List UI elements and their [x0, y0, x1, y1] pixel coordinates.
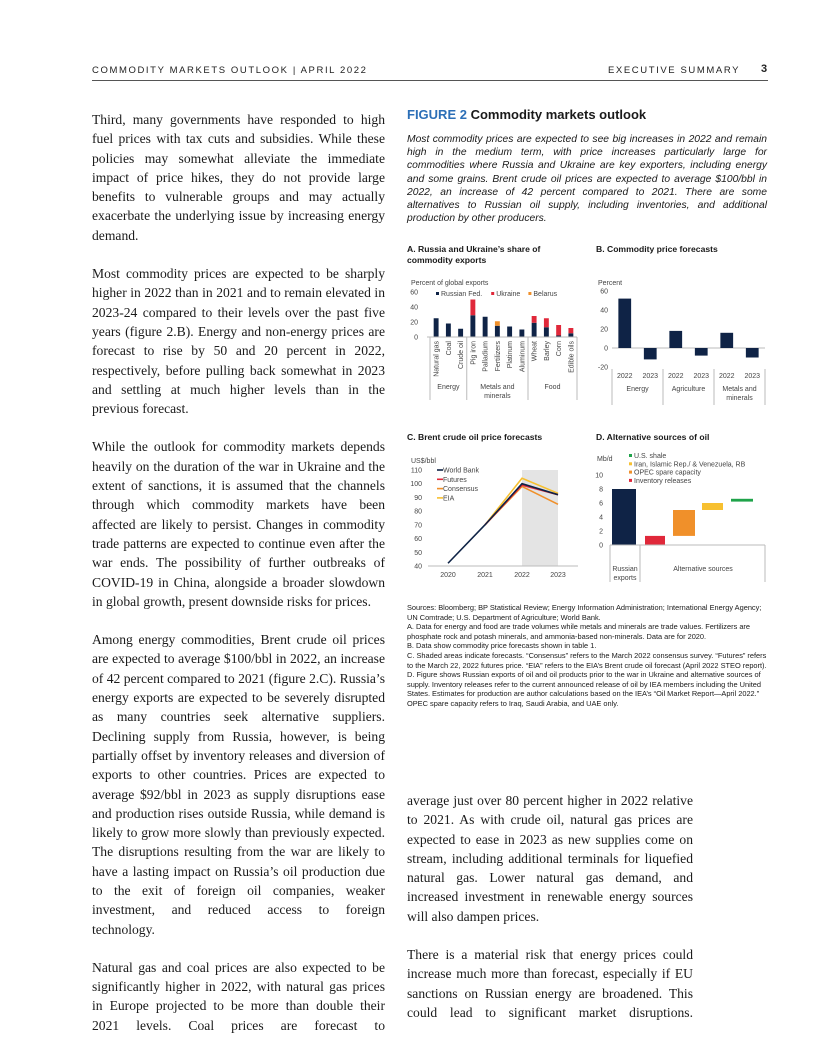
legend-label: Consensus — [443, 486, 479, 494]
bar-ukraine — [470, 300, 475, 316]
bar — [746, 348, 759, 358]
x-tick-label: Corn — [556, 341, 564, 357]
y-tick-label: 20 — [600, 326, 608, 334]
legend-swatch — [629, 479, 632, 482]
figure-title-text: Commodity markets outlook — [470, 107, 647, 122]
bar-russian-fed- — [495, 326, 500, 337]
running-header-left: COMMODITY MARKETS OUTLOOK | APRIL 2022 — [92, 65, 368, 76]
x-tick-label: 2022 — [667, 373, 684, 380]
legend-swatch — [629, 471, 632, 474]
bar-russian-fed- — [519, 330, 524, 338]
bar — [720, 333, 733, 348]
panel-c-title: C. Brent crude oil price forecasts — [407, 432, 543, 442]
bar — [644, 348, 657, 359]
note-b: B. Data show commodity price forecasts shown in table 1. — [407, 641, 597, 651]
y-tick-label: 0 — [604, 345, 608, 353]
legend-label: Futures — [443, 476, 467, 484]
y-tick-label: 110 — [410, 467, 422, 475]
y-tick-label: 20 — [410, 319, 418, 327]
y-tick-label: 2 — [599, 528, 603, 536]
group-label: Energy — [626, 386, 649, 393]
y-tick-label: 60 — [410, 289, 418, 297]
forecast-shading — [522, 470, 558, 566]
page-number: 3 — [761, 63, 769, 75]
x-tick-label: Wheat — [531, 341, 539, 362]
legend-label: Russian Fed. — [441, 291, 483, 298]
panel-b-title: B. Commodity price forecasts — [596, 244, 718, 254]
y-axis-label: Percent — [598, 280, 623, 287]
legend-swatch — [491, 292, 494, 295]
x-tick-label: 2020 — [440, 572, 456, 579]
paragraph: Natural gas and coal prices are also expected to be significantly higher in 2022, with natural gas prices in Europe projected to be more than double their 2021 levels. Coal prices are forecast to — [92, 959, 385, 1033]
bar-russian-fed- — [568, 333, 573, 337]
bar-ukraine — [568, 328, 573, 333]
bar-russian-fed- — [458, 329, 463, 337]
bar-russian-fed- — [470, 315, 475, 337]
y-tick-label: 10 — [595, 472, 603, 480]
x-tick-label: Crude oil — [458, 341, 466, 370]
bar-russian-fed- — [434, 318, 439, 337]
group-label: Agriculture — [671, 386, 706, 393]
group-label: Food — [544, 384, 561, 391]
legend-label: Belarus — [533, 291, 558, 298]
bar-inventory-releases — [645, 536, 665, 545]
legend-label: Inventory releases — [634, 477, 692, 485]
bar-russian-exports — [612, 489, 636, 545]
legend-label: EIA — [443, 495, 455, 503]
bar — [669, 331, 682, 348]
legend-label: U.S. shale — [634, 453, 667, 460]
x-tick-label: 2022 — [718, 373, 735, 380]
y-tick-label: 0 — [414, 334, 418, 342]
paragraph: Among energy commodities, Brent crude oil prices are expected to average $100/bbl in 2022, an increase of 42 percent compared to 2021 (figure 2.C). Russia’s energy exports are expected to be severely disrupted as many countries seek alternative suppliers. Declining supply from Russia, however, is being partially offset by inventory releases and diversion of exports to other countries. Prices are expected to average $92/bbl in 2023 as supply disruptions ease and production rises outside Russia, while demand is likely to grow more slowly than previously expected. The disruptions resulting from the war are likely to have a lasting impact on Russia’s oil production due to the exit of foreign oil companies, weaker investment, and reduced access to foreign technology. — [92, 632, 385, 937]
y-tick-label: 40 — [410, 304, 418, 312]
y-tick-label: 0 — [599, 542, 603, 550]
paragraph: While the outlook for commodity markets depends heavily on the duration of the war in Ukraine and the extent of sanctions, it is assumed that the channels through which commodity markets have been affected are likely to persist. Changes in commodity trade patterns are expected to continue even after the war ends. The possibility of further outbreaks of COVID-19 in China, alongside a broader slowdown in global growth, present downside risks for prices. — [92, 439, 385, 609]
figure-number: FIGURE 2 — [407, 107, 467, 122]
x-tick-label: Coal — [445, 341, 453, 356]
group-label: minerals — [484, 393, 511, 400]
panel-a-title: A. Russia and Ukraine’s share of commodity exports — [407, 244, 541, 265]
bar-u-s-shale — [731, 499, 753, 502]
x-tick-label: Fertilizers — [494, 341, 502, 372]
y-axis-label: Mb/d — [597, 456, 613, 463]
x-tick-label: 2023 — [744, 373, 761, 380]
y-tick-label: 60 — [414, 536, 422, 544]
y-tick-label: 80 — [414, 508, 422, 516]
bar-ukraine — [544, 318, 549, 327]
x-tick-label: Pig iron — [470, 341, 478, 365]
legend-swatch — [629, 462, 632, 465]
group-label: Alternative sources — [673, 566, 733, 573]
right-column — [407, 791, 693, 1041]
x-tick-label: 2023 — [642, 373, 659, 380]
y-tick-label: 50 — [414, 549, 422, 557]
note-a: A. Data for energy and food are trade volumes while metals and minerals are trade values. Fertilizers are phosphate rock and potash minerals, and ammonia-based non-minerals. Data are for 2020. — [407, 622, 751, 641]
y-axis-label: Percent of global exports — [411, 280, 489, 287]
legend-label: Iran, Islamic Rep./ & Venezuela, RB — [634, 461, 746, 469]
bar-russian-fed- — [483, 317, 488, 337]
bar-russian-fed- — [544, 327, 549, 337]
x-tick-label: Aluminum — [519, 341, 527, 373]
y-tick-label: -20 — [597, 364, 608, 372]
running-header-section: EXECUTIVE SUMMARY — [608, 65, 741, 76]
y-tick-label: 4 — [599, 514, 603, 522]
legend-swatch — [436, 292, 439, 295]
figure-subtitle: Most commodity prices are expected to see big increases in 2022 and remain high in the medium term, with price increases particularly large for commodities where Russia and Ukraine are key exporters, including energy and some grains. Brent crude oil prices are expected to average $100/bbl in 2022, an increase of 42 percent compared to 2021. There are some alternatives to Russian oil supply, including inventories, and additional production by other producers. — [407, 134, 767, 225]
y-tick-label: 40 — [414, 563, 422, 571]
x-tick-label: 2022 — [616, 373, 633, 380]
group-label: exports — [613, 575, 637, 582]
y-tick-label: 90 — [414, 494, 422, 502]
y-tick-label: 6 — [599, 500, 603, 508]
paragraph: Most commodity prices are expected to be sharply higher in 2022 than in 2021 and to remain elevated in 2023-24 compared to their levels over the past five years (figure 2.B). Energy and non-energy prices are forecast to rise by 50 and 20 percent in 2022, respectively, before pulling back somewhat in 2023 and settling at much higher levels than in the previous forecast. — [92, 266, 385, 417]
bar — [695, 348, 708, 356]
bar-iran-islamic-rep-venezuela-rb — [702, 503, 723, 510]
x-tick-label: 2023 — [693, 373, 710, 380]
x-tick-label: 2023 — [550, 572, 566, 579]
x-tick-label: Barley — [543, 341, 551, 361]
legend-label: Ukraine — [496, 291, 521, 298]
group-label: Metals and — [722, 386, 757, 393]
x-tick-label: Palladium — [482, 341, 490, 372]
group-label: Russian — [612, 566, 638, 573]
bar-russian-fed- — [507, 327, 512, 338]
legend-swatch — [528, 292, 531, 295]
x-tick-label: 2022 — [514, 572, 530, 579]
x-tick-label: 2021 — [477, 572, 493, 579]
group-label: Metals and — [480, 384, 515, 391]
x-tick-label: Natural gas — [433, 341, 441, 377]
note-c: C. Shaded areas indicate forecasts. “Consensus” refers to the March 2022 consensus survey. “Futures” refers to the March 22, 2022 futures price. “EIA” refers to the EIA’s Brent crude oil forecast (April 2022 STEO report). — [407, 650, 767, 670]
panel-d-title: D. Alternative sources of oil — [596, 432, 710, 442]
group-label: Energy — [437, 384, 460, 391]
legend-label: OPEC spare capacity — [634, 469, 701, 477]
bar-russian-fed- — [532, 323, 537, 337]
bar-opec-spare-capacity — [673, 510, 695, 536]
y-tick-label: 40 — [600, 307, 608, 315]
paragraph: average just over 80 percent higher in 2022 relative to 2021. As with crude oil, natural gas prices are expected to ease in 2023 as new supplies come on stream, including additional terminals for liquefied natural gas. Lower natural gas demand, and increased investment in renewable energy sources will also dampen prices. — [407, 793, 693, 924]
y-tick-label: 100 — [410, 481, 422, 489]
y-tick-label: 70 — [414, 522, 422, 530]
x-tick-label: Edible oils — [568, 341, 576, 373]
group-label: minerals — [726, 395, 753, 402]
y-axis-label: US$/bbl — [411, 458, 436, 465]
legend-label: World Bank — [443, 467, 480, 475]
y-tick-label: 8 — [599, 486, 603, 494]
x-tick-label: Platinum — [507, 341, 515, 369]
bar-ukraine — [556, 325, 561, 336]
bar-belarus — [495, 321, 500, 326]
bar-russian-fed- — [446, 324, 451, 338]
bar — [618, 299, 631, 348]
note-sources: Sources: Bloomberg; BP Statistical Review; Energy Information Administration; International Energy Agency; UN Comtrade; U.S. Department of Agriculture; World Bank. — [407, 603, 762, 622]
paragraph: Third, many governments have responded to high fuel prices with tax cuts and subsidies. While these policies may somewhat alleviate the immediate impact of price hikes, they do not provide large benefits to vulnerable groups and may actually exacerbate the underlying issue by increasing energy demand. — [92, 112, 385, 243]
bar-ukraine — [532, 316, 537, 323]
note-d: D. Figure shows Russian exports of oil and oil products prior to the war in Ukraine and alternative sources of supply. Inventory releases refer to the current announced release of oil by IEA members including the United States. Estimates for production are author calculations based on the IEA’s “Oil Market Report—April 2022.” OPEC spare capacity refers to Iraq, Saudi Arabia, and UAE only. — [407, 670, 761, 708]
figure-notes — [407, 603, 767, 709]
y-tick-label: 60 — [600, 288, 608, 296]
legend-swatch — [629, 454, 632, 457]
paragraph: There is a material risk that energy prices could increase much more than forecast, especially if EU sanctions on Russian energy are broadened. This could lead to significant market disruptions. — [407, 947, 693, 1020]
